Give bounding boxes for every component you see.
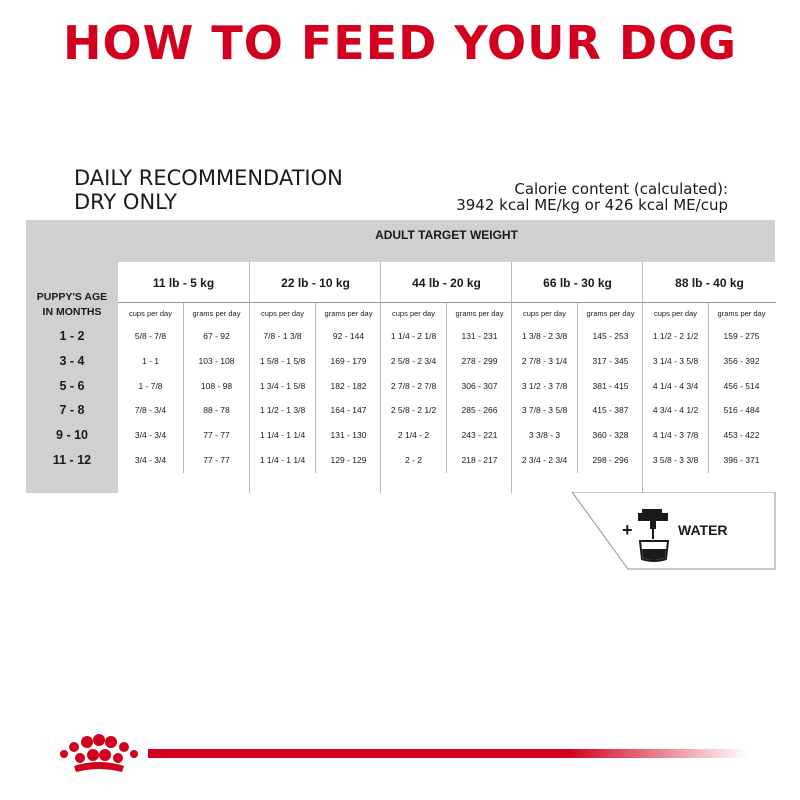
age-label: 9 - 10 bbox=[56, 428, 88, 443]
feeding-grid bbox=[118, 262, 775, 493]
cups-cell: 3 5/8 - 3 3/8 bbox=[643, 448, 709, 473]
recommendation-subheading: DRY ONLY bbox=[74, 190, 177, 214]
weight-group-22lb bbox=[249, 262, 381, 493]
water-label: WATER bbox=[678, 522, 728, 538]
grams-cell: 285 - 266 bbox=[461, 405, 498, 416]
calorie-label: Calorie content (calculated): bbox=[514, 180, 728, 198]
cups-cell: 7/8 - 1 3/8 bbox=[250, 324, 316, 349]
puppy-age-header bbox=[26, 290, 118, 320]
cups-cell: 2 1/4 - 2 bbox=[381, 423, 447, 448]
table-row bbox=[118, 349, 249, 374]
grams-cell: 131 - 231 bbox=[461, 331, 498, 341]
grams-cell: 77 - 77 bbox=[203, 454, 230, 465]
grams-cell: 396 - 371 bbox=[723, 454, 760, 465]
table-row bbox=[118, 448, 249, 473]
grams-cell: 317 - 345 bbox=[592, 355, 629, 366]
daily-recommendation bbox=[74, 166, 343, 214]
grams-cell: 67 - 92 bbox=[203, 331, 230, 341]
cups-cell: 1 1/4 - 2 1/8 bbox=[381, 324, 447, 349]
grams-cell: 356 - 392 bbox=[723, 355, 760, 366]
cups-cell: 3/4 - 3/4 bbox=[118, 423, 184, 448]
unit-row bbox=[118, 302, 249, 325]
cups-cell: 1 1/2 - 1 3/8 bbox=[250, 398, 316, 423]
cups-cell: 3 1/4 - 3 5/8 bbox=[643, 349, 709, 374]
unit-row bbox=[512, 302, 643, 325]
plus-sign: + bbox=[622, 520, 633, 540]
grams-cell: 456 - 514 bbox=[723, 380, 760, 391]
unit-row bbox=[643, 302, 776, 325]
grams-cell: 360 - 328 bbox=[592, 430, 629, 441]
grams-cell: 129 - 129 bbox=[330, 454, 367, 465]
grams-cell: 415 - 387 bbox=[592, 405, 629, 416]
unit-grams: grams per day bbox=[455, 309, 504, 318]
grams-cell: 145 - 253 bbox=[592, 331, 629, 341]
table-row bbox=[643, 423, 776, 448]
grams-cell: 92 - 144 bbox=[332, 331, 365, 341]
cups-cell: 2 5/8 - 2 3/4 bbox=[381, 349, 447, 374]
grams-cell: 108 - 98 bbox=[200, 380, 233, 391]
table-row bbox=[512, 423, 643, 448]
table-row bbox=[512, 349, 643, 374]
unit-cups: cups per day bbox=[118, 303, 184, 325]
cups-cell: 2 7/8 - 3 1/4 bbox=[512, 349, 578, 374]
table-row bbox=[381, 398, 512, 423]
royal-crown-logo-icon bbox=[52, 730, 146, 778]
cups-cell: 4 1/4 - 3 7/8 bbox=[643, 423, 709, 448]
table-row bbox=[118, 423, 249, 448]
weight-label: 66 lb - 30 kg bbox=[543, 276, 612, 290]
table-row bbox=[250, 324, 381, 349]
cups-cell: 1 - 7/8 bbox=[118, 374, 184, 399]
table-row bbox=[643, 374, 776, 399]
puppy-age-header-line2: IN MONTHS bbox=[42, 306, 102, 318]
cups-cell: 2 7/8 - 2 7/8 bbox=[381, 374, 447, 399]
cups-cell: 1 1/2 - 2 1/2 bbox=[643, 324, 709, 349]
puppy-age-header-line1: PUPPY'S AGE bbox=[36, 291, 108, 303]
table-row bbox=[118, 374, 249, 399]
age-label: 7 - 8 bbox=[59, 403, 85, 418]
weight-group-11lb bbox=[118, 262, 249, 493]
age-label: 5 - 6 bbox=[59, 378, 85, 393]
cups-cell: 1 1/4 - 1 1/4 bbox=[250, 448, 316, 473]
table-row bbox=[381, 349, 512, 374]
footer-accent-line bbox=[148, 749, 748, 758]
unit-grams: grams per day bbox=[586, 309, 635, 318]
grams-cell: 88 - 78 bbox=[203, 405, 230, 416]
grams-cell: 278 - 299 bbox=[461, 355, 498, 366]
grams-cell: 306 - 307 bbox=[461, 380, 498, 391]
unit-row bbox=[381, 302, 512, 325]
grams-cell: 103 - 108 bbox=[198, 355, 235, 366]
unit-cups: cups per day bbox=[381, 303, 447, 325]
age-label: 1 - 2 bbox=[59, 329, 85, 343]
unit-cups: cups per day bbox=[512, 303, 578, 325]
cups-cell: 2 5/8 - 2 1/2 bbox=[381, 398, 447, 423]
cups-cell: 1 1/4 - 1 1/4 bbox=[250, 423, 316, 448]
cups-cell: 2 - 2 bbox=[381, 448, 447, 473]
grams-cell: 131 - 130 bbox=[330, 430, 367, 441]
unit-row bbox=[250, 302, 381, 325]
table-row bbox=[118, 324, 249, 349]
calorie-values: 3942 kcal ME/kg or 426 kcal ME/cup bbox=[456, 196, 728, 214]
unit-cups: cups per day bbox=[250, 303, 316, 325]
cups-cell: 5/8 - 7/8 bbox=[118, 324, 184, 349]
table-row bbox=[643, 398, 776, 423]
unit-grams: grams per day bbox=[324, 309, 373, 318]
grams-cell: 243 - 221 bbox=[461, 430, 498, 441]
grams-cell: 159 - 275 bbox=[723, 331, 760, 341]
table-row bbox=[250, 349, 381, 374]
age-label: 11 - 12 bbox=[52, 452, 92, 467]
cups-cell: 2 3/4 - 2 3/4 bbox=[512, 448, 578, 473]
grams-cell: 516 - 484 bbox=[723, 405, 760, 416]
unit-grams: grams per day bbox=[192, 309, 241, 318]
cups-cell: 3/4 - 3/4 bbox=[118, 448, 184, 473]
grams-cell: 453 - 422 bbox=[723, 430, 760, 441]
age-column bbox=[26, 324, 118, 473]
water-tap-bowl-icon bbox=[636, 507, 672, 563]
cups-cell: 7/8 - 3/4 bbox=[118, 398, 184, 423]
weight-label: 44 lb - 20 kg bbox=[412, 276, 481, 290]
cups-cell: 3 3/8 - 3 bbox=[512, 423, 578, 448]
table-row bbox=[250, 374, 381, 399]
grams-cell: 218 - 217 bbox=[461, 454, 498, 465]
table-row bbox=[381, 374, 512, 399]
weight-group-66lb bbox=[511, 262, 643, 493]
table-row bbox=[118, 398, 249, 423]
cups-cell: 1 5/8 - 1 5/8 bbox=[250, 349, 316, 374]
cups-cell: 1 3/4 - 1 5/8 bbox=[250, 374, 316, 399]
cups-cell: 1 3/8 - 2 3/8 bbox=[512, 324, 578, 349]
weight-group-44lb bbox=[380, 262, 512, 493]
water-callout bbox=[572, 492, 776, 570]
adult-target-weight-header: ADULT TARGET WEIGHT bbox=[375, 228, 518, 242]
weight-label: 88 lb - 40 kg bbox=[675, 276, 744, 290]
unit-grams: grams per day bbox=[717, 309, 766, 318]
grams-cell: 381 - 415 bbox=[592, 380, 629, 391]
recommendation-heading: DAILY RECOMMENDATION bbox=[74, 166, 343, 190]
table-row bbox=[381, 324, 512, 349]
table-row bbox=[512, 374, 643, 399]
table-row bbox=[512, 448, 643, 473]
cups-cell: 3 1/2 - 3 7/8 bbox=[512, 374, 578, 399]
table-row bbox=[512, 324, 643, 349]
unit-cups: cups per day bbox=[643, 303, 709, 325]
calorie-content bbox=[456, 181, 728, 213]
table-row bbox=[643, 324, 776, 349]
cups-cell: 1 - 1 bbox=[118, 349, 184, 374]
cups-cell: 4 1/4 - 4 3/4 bbox=[643, 374, 709, 399]
table-row bbox=[643, 448, 776, 473]
weight-group-88lb bbox=[642, 262, 776, 493]
table-row bbox=[381, 448, 512, 473]
table-row bbox=[250, 448, 381, 473]
weight-label: 22 lb - 10 kg bbox=[281, 276, 350, 290]
page-title: HOW TO FEED YOUR DOG bbox=[63, 16, 737, 70]
grams-cell: 182 - 182 bbox=[330, 380, 367, 391]
grams-cell: 298 - 296 bbox=[592, 454, 629, 465]
table-row bbox=[643, 349, 776, 374]
grams-cell: 169 - 179 bbox=[330, 355, 367, 366]
cups-cell: 3 7/8 - 3 5/8 bbox=[512, 398, 578, 423]
table-row bbox=[512, 398, 643, 423]
weight-label: 11 lb - 5 kg bbox=[152, 276, 215, 290]
cups-cell: 4 3/4 - 4 1/2 bbox=[643, 398, 709, 423]
age-label: 3 - 4 bbox=[59, 353, 85, 368]
grams-cell: 77 - 77 bbox=[203, 430, 230, 441]
table-row bbox=[250, 398, 381, 423]
grams-cell: 164 - 147 bbox=[330, 405, 367, 416]
table-row bbox=[381, 423, 512, 448]
table-row bbox=[250, 423, 381, 448]
